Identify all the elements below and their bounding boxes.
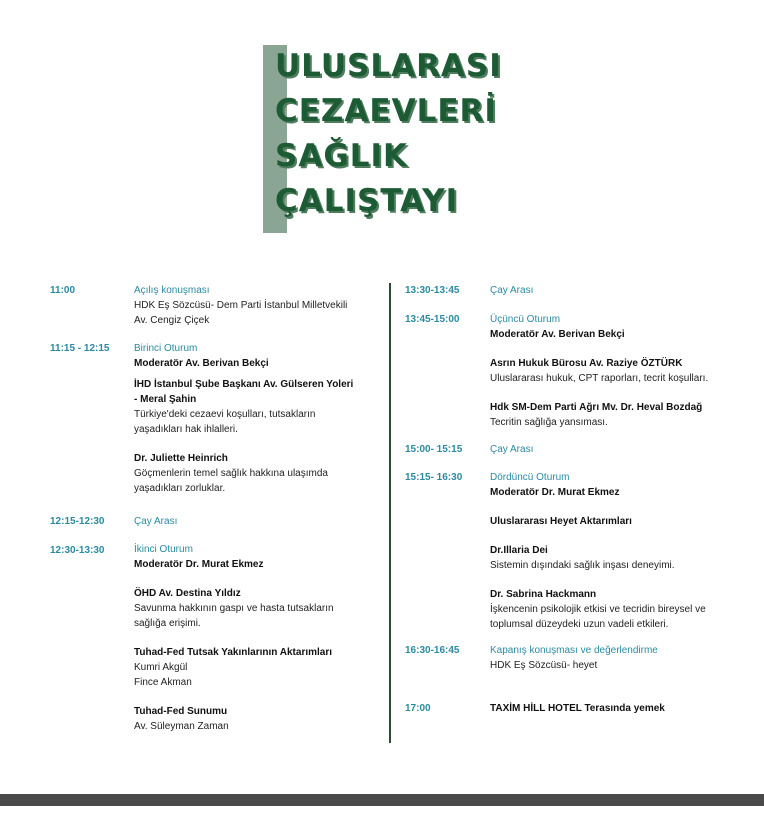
time-slot: 15:00- 15:15: [405, 444, 463, 455]
session-break: [490, 283, 750, 298]
subsection-title: Uluslararası Heyet Aktarımları: [490, 516, 632, 527]
session-heading: Üçüncü Oturum: [490, 314, 561, 325]
session-heading: Birinci Oturum: [134, 343, 198, 354]
time-slot: 13:30-13:45: [405, 285, 460, 296]
speaker-topic: Savunma hakkının gaspı ve hasta tutsakların sağlığa erişimi.: [134, 603, 334, 629]
time-slot: 11:15 - 12:15: [50, 343, 110, 354]
session-second: [134, 542, 379, 734]
title-line-2: CEZAEVLERİ: [275, 93, 497, 129]
speaker-topic: Tecritin sağlığa yansıması.: [490, 417, 608, 428]
speaker-name: Dr. Sabrina Hackmann: [490, 589, 597, 600]
session-break: [490, 442, 750, 457]
session-heading: Çay Arası: [490, 285, 534, 296]
moderator: Moderatör Dr. Murat Ekmez: [134, 559, 264, 570]
session-opening: [134, 283, 379, 328]
speaker-topic: İşkencenin psikolojik etkisi ve tecridin bireysel ve toplumsal düzeydeki uzun vadeli etkileri.: [490, 604, 706, 630]
speaker-line: Fince Akman: [134, 677, 192, 688]
session-third: [490, 312, 750, 430]
session-break: [134, 514, 379, 529]
title-line-1: ULUSLARASI: [275, 48, 502, 84]
speaker-name: Hdk SM-Dem Parti Ağrı Mv. Dr. Heval Bozdağ: [490, 402, 703, 413]
session-heading: TAXİM HİLL HOTEL Terasında yemek: [490, 703, 665, 714]
time-slot: 13:45-15:00: [405, 314, 460, 325]
session-heading: Çay Arası: [490, 444, 534, 455]
moderator: Moderatör Av. Berivan Bekçi: [490, 329, 625, 340]
session-heading: Dördüncü Oturum: [490, 472, 570, 483]
time-slot: 17:00: [405, 703, 431, 714]
title-line-4: ÇALIŞTAYI: [275, 183, 459, 219]
moderator: Moderatör Dr. Murat Ekmez: [490, 487, 620, 498]
speaker-topic: Uluslararası hukuk, CPT raporları, tecrit koşulları.: [490, 373, 709, 384]
title-line-3: SAĞLIK: [275, 138, 409, 174]
speaker-line: Kumri Akgül: [134, 662, 188, 673]
speaker-name: Dr. Juliette Heinrich: [134, 453, 228, 464]
session-heading: Açılış konuşması: [134, 285, 210, 296]
speaker-line: Av. Cengiz Çiçek: [134, 315, 210, 326]
time-slot: 15:15- 16:30: [405, 472, 463, 483]
session-closing: [490, 643, 750, 673]
speaker-topic: Göçmenlerin temel sağlık hakkına ulaşımda yaşadıkları zorluklar.: [134, 468, 328, 494]
speaker-line: HDK Eş Sözcüsü- heyet: [490, 660, 598, 671]
session-first: [134, 341, 379, 496]
session-dinner: [490, 701, 750, 716]
speaker-name: Dr.Illaria Dei: [490, 545, 548, 556]
speaker-topic: Sistemin dışındaki sağlık inşası deneyimi.: [490, 560, 675, 571]
moderator: Moderatör Av. Berivan Bekçi: [134, 358, 269, 369]
session-heading: İkinci Oturum: [134, 544, 193, 555]
page-title: [275, 44, 502, 224]
speaker-name: İHD İstanbul Şube Başkanı Av. Gülseren Yoleri - Meral Şahin: [134, 379, 354, 405]
time-slot: 12:15-12:30: [50, 516, 105, 527]
speaker-line: HDK Eş Sözcüsü- Dem Parti İstanbul Milletvekili: [134, 300, 348, 311]
time-slot: 12:30-13:30: [50, 545, 105, 556]
column-divider: [389, 283, 391, 743]
time-slot: 16:30-16:45: [405, 645, 460, 656]
speaker-name: Asrın Hukuk Bürosu Av. Raziye ÖZTÜRK: [490, 358, 683, 369]
session-heading: Çay Arası: [134, 516, 178, 527]
speaker-line: Av. Süleyman Zaman: [134, 721, 229, 732]
speaker-name: ÖHD Av. Destina Yıldız: [134, 588, 241, 599]
time-slot: 11:00: [50, 285, 76, 296]
speaker-topic: Türkiye'deki cezaevi koşulları, tutsakların yaşadıkları hak ihlalleri.: [134, 409, 316, 435]
footer-bar: [0, 794, 764, 806]
session-heading: Kapanış konuşması ve değerlendirme: [490, 645, 658, 656]
session-fourth: [490, 470, 750, 632]
speaker-name: Tuhad-Fed Tutsak Yakınlarının Aktarımları: [134, 647, 333, 658]
speaker-name: Tuhad-Fed Sunumu: [134, 706, 228, 717]
